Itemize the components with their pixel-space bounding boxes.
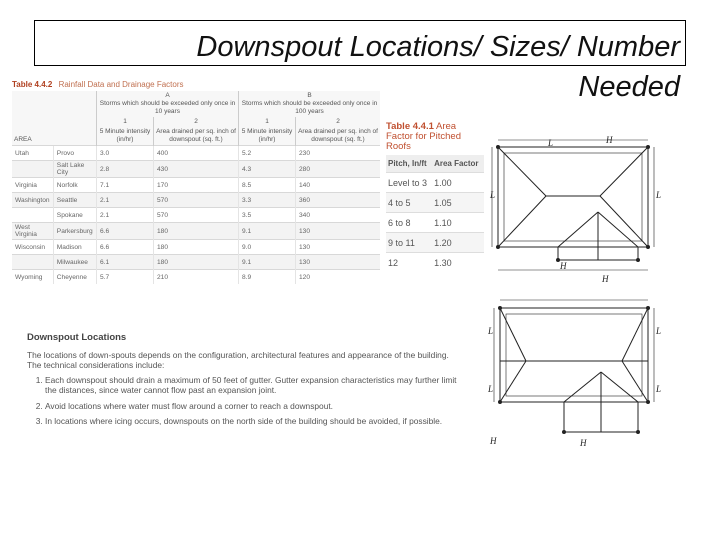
cell-b1: 4.3 bbox=[239, 161, 296, 178]
cell-state bbox=[12, 161, 53, 178]
cell-a1: 2.1 bbox=[97, 193, 154, 208]
table-row bbox=[386, 253, 484, 273]
cell-city: Madison bbox=[53, 240, 96, 255]
cell-city: Milwaukee bbox=[53, 255, 96, 270]
group-b-desc: Storms which should be exceeded only once in 100 years bbox=[241, 100, 378, 115]
area-factor-caption bbox=[386, 122, 484, 152]
hip-roof-diagram bbox=[488, 136, 664, 286]
cell-pitch: 4 to 5 bbox=[386, 193, 432, 213]
col4-num: 2 bbox=[296, 117, 381, 127]
downspout-heading: Downspout Locations bbox=[27, 332, 127, 343]
label-l: L bbox=[490, 190, 496, 200]
cell-state: West Virginia bbox=[12, 223, 53, 240]
cell-state: Virginia bbox=[12, 178, 53, 193]
cell-factor: 1.05 bbox=[432, 193, 484, 213]
cell-city: Seattle bbox=[53, 193, 96, 208]
cell-pitch: Level to 3 bbox=[386, 173, 432, 193]
cell-a1: 6.6 bbox=[97, 223, 154, 240]
label-l: L bbox=[656, 384, 662, 394]
cell-a1: 6.1 bbox=[97, 255, 154, 270]
list-item: 1. Each downspout should drain a maximum of 50 feet of gutter. Gutter expansion characteristics may further limit the distances, since water cannot flow past an expansion joint. bbox=[45, 375, 457, 396]
label-l: L bbox=[656, 190, 662, 200]
cell-city: Cheyenne bbox=[53, 270, 96, 285]
col4-label: Area drained per sq. inch of downspout (sq. ft.) bbox=[296, 127, 381, 146]
col1-label: 5 Minute intensity (in/hr) bbox=[97, 127, 154, 146]
col2-num: 2 bbox=[154, 117, 239, 127]
area-factor-table bbox=[386, 122, 484, 272]
cell-state: Washington bbox=[12, 193, 53, 208]
downspout-marker bbox=[562, 430, 566, 434]
cell-a1: 2.1 bbox=[97, 208, 154, 223]
cell-state: Wisconsin bbox=[12, 240, 53, 255]
label-l: L bbox=[488, 384, 494, 394]
cell-state: Wyoming bbox=[12, 270, 53, 285]
table-row bbox=[386, 193, 484, 213]
gable-roof-diagram bbox=[488, 294, 664, 452]
list-item: 2. Avoid locations where water must flow around a corner to reach a downspout. bbox=[45, 401, 457, 412]
area-factor-number: Table 4.4.1 bbox=[386, 121, 434, 132]
cell-a2: 180 bbox=[154, 223, 239, 240]
cell-a2: 570 bbox=[154, 208, 239, 223]
cell-b1: 9.1 bbox=[239, 223, 296, 240]
label-h: H bbox=[580, 438, 587, 448]
cell-a2: 180 bbox=[154, 240, 239, 255]
cell-a1: 2.8 bbox=[97, 161, 154, 178]
downspout-marker bbox=[498, 306, 502, 310]
downspout-marker bbox=[498, 400, 502, 404]
downspout-locations bbox=[27, 333, 457, 432]
table-row bbox=[12, 240, 380, 255]
cell-state: Utah bbox=[12, 146, 53, 161]
cell-b1: 8.9 bbox=[239, 270, 296, 285]
label-h: H bbox=[560, 261, 567, 271]
cell-city: Provo bbox=[53, 146, 96, 161]
group-a-desc: Storms which should be exceeded only once in 10 years bbox=[99, 100, 236, 115]
cell-city: Parkersburg bbox=[53, 223, 96, 240]
cell-b1: 3.3 bbox=[239, 193, 296, 208]
rainfall-table bbox=[12, 80, 380, 284]
cell-a2: 180 bbox=[154, 255, 239, 270]
cell-a1: 3.0 bbox=[97, 146, 154, 161]
downspout-marker bbox=[496, 245, 500, 249]
group-a-header bbox=[97, 91, 239, 117]
cell-b1: 9.1 bbox=[239, 255, 296, 270]
col1-num: 1 bbox=[97, 117, 154, 127]
rainfall-table-title: Rainfall Data and Drainage Factors bbox=[58, 80, 184, 89]
table-row bbox=[386, 173, 484, 193]
cell-a2: 430 bbox=[154, 161, 239, 178]
cell-b1: 9.0 bbox=[239, 240, 296, 255]
downspout-intro: The locations of down-spouts depends on the configuration, architectural features and appearance of the building. The technical considerations include: bbox=[27, 349, 449, 370]
downspout-marker bbox=[646, 245, 650, 249]
cell-pitch: 6 to 8 bbox=[386, 213, 432, 233]
table-row bbox=[12, 193, 380, 208]
cell-state bbox=[12, 255, 53, 270]
cell-b1: 3.5 bbox=[239, 208, 296, 223]
label-h: H bbox=[490, 436, 497, 446]
cell-pitch: 9 to 11 bbox=[386, 233, 432, 253]
cell-factor: 1.20 bbox=[432, 233, 484, 253]
cell-a1: 5.7 bbox=[97, 270, 154, 285]
factor-header: Area Factor bbox=[432, 155, 484, 173]
list-item: 3. In locations where icing occurs, downspouts on the north side of the building should be avoided, if possible. bbox=[45, 416, 457, 427]
cell-b2: 120 bbox=[296, 270, 381, 285]
cell-factor: 1.10 bbox=[432, 213, 484, 233]
label-h: H bbox=[606, 136, 613, 145]
label-l: L bbox=[548, 138, 554, 148]
area-factor-title: Area Factor for Pitched Roofs bbox=[386, 121, 461, 152]
area-header: AREA bbox=[12, 91, 97, 146]
cell-a2: 170 bbox=[154, 178, 239, 193]
label-l: L bbox=[656, 326, 662, 336]
cell-city: Norfolk bbox=[53, 178, 96, 193]
downspout-marker bbox=[636, 258, 640, 262]
downspout-marker bbox=[496, 145, 500, 149]
table-row bbox=[12, 161, 380, 178]
downspout-list bbox=[27, 375, 457, 427]
table-row bbox=[12, 223, 380, 240]
slide-title: Downspout Locations/ Sizes/ Number Needed bbox=[196, 31, 680, 103]
group-b-letter: B bbox=[307, 92, 312, 99]
cell-b2: 280 bbox=[296, 161, 381, 178]
cell-b2: 130 bbox=[296, 240, 381, 255]
cell-b2: 140 bbox=[296, 178, 381, 193]
cell-b2: 360 bbox=[296, 193, 381, 208]
cell-a2: 210 bbox=[154, 270, 239, 285]
downspout-marker bbox=[646, 400, 650, 404]
cell-b1: 8.5 bbox=[239, 178, 296, 193]
table-row bbox=[386, 213, 484, 233]
table-row bbox=[386, 233, 484, 253]
cell-b2: 340 bbox=[296, 208, 381, 223]
col2-label: Area drained per sq. inch of downspout (sq. ft.) bbox=[154, 127, 239, 146]
group-b-header bbox=[239, 91, 381, 117]
table-row bbox=[12, 255, 380, 270]
rainfall-table-caption bbox=[12, 80, 380, 89]
table-row bbox=[12, 270, 380, 285]
label-l: L bbox=[488, 326, 494, 336]
cell-b2: 230 bbox=[296, 146, 381, 161]
label-h: H bbox=[602, 274, 609, 284]
table-row bbox=[12, 208, 380, 223]
downspout-marker bbox=[636, 430, 640, 434]
cell-a2: 570 bbox=[154, 193, 239, 208]
cell-state bbox=[12, 208, 53, 223]
table-row bbox=[12, 146, 380, 161]
table-row bbox=[12, 178, 380, 193]
cell-a1: 7.1 bbox=[97, 178, 154, 193]
cell-b2: 130 bbox=[296, 223, 381, 240]
cell-city: Spokane bbox=[53, 208, 96, 223]
cell-factor: 1.00 bbox=[432, 173, 484, 193]
cell-b2: 130 bbox=[296, 255, 381, 270]
cell-b1: 5.2 bbox=[239, 146, 296, 161]
downspout-marker bbox=[646, 145, 650, 149]
cell-pitch: 12 bbox=[386, 253, 432, 273]
pitch-header: Pitch, In/ft bbox=[386, 155, 432, 173]
downspout-marker bbox=[646, 306, 650, 310]
cell-city: Salt Lake City bbox=[53, 161, 96, 178]
cell-a1: 6.6 bbox=[97, 240, 154, 255]
cell-a2: 400 bbox=[154, 146, 239, 161]
col3-label: 5 Minute intensity (in/hr) bbox=[239, 127, 296, 146]
cell-factor: 1.30 bbox=[432, 253, 484, 273]
group-a-letter: A bbox=[165, 92, 170, 99]
rainfall-table-number: Table 4.4.2 bbox=[12, 80, 53, 89]
col3-num: 1 bbox=[239, 117, 296, 127]
